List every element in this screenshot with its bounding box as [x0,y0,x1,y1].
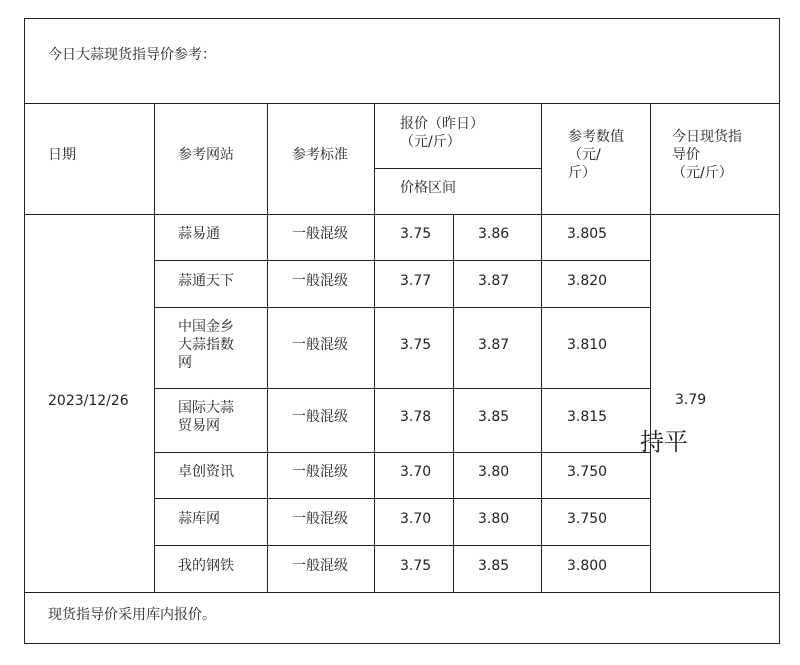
price-high-cell: 3.85 [478,409,510,425]
price-high-cell: 3.87 [478,336,510,353]
price-low-cell: 3.75 [400,226,432,242]
intro-text: 今日大蒜现货指导价参考： [48,47,216,63]
site-cell: 蒜通天下 [178,272,234,289]
ref-value-cell: 3.800 [567,557,608,574]
price-low-cell: 3.70 [400,510,432,527]
ref-value-cell: 3.750 [567,510,608,527]
ref-value-cell: 3.750 [567,464,608,480]
price-low-cell: 3.70 [400,464,432,480]
grid-line [154,498,650,499]
grid-line [24,214,780,215]
header-ref-value: 参考数值 （元/ 斤） [568,129,624,181]
header-today-price: 今日现货指 导价 （元/斤） [672,129,742,181]
price-table-frame [24,18,780,644]
ref-value-cell: 3.805 [567,226,608,242]
site-cell: 卓创资讯 [178,464,234,480]
today-price-value: 3.79 [675,392,707,408]
grid-line [650,103,651,592]
ref-value-cell: 3.820 [567,272,608,289]
grid-line [453,214,454,592]
grid-line [154,260,650,261]
price-high-cell: 3.87 [478,272,510,289]
site-cell: 蒜易通 [178,226,220,242]
date-cell: 2023/12/26 [48,393,129,409]
grid-line [154,103,155,592]
grid-line [24,592,780,593]
price-high-cell: 3.86 [478,226,510,242]
header-price-yesterday: 报价（昨日） （元/斤） [400,116,484,150]
standard-cell: 一般混级 [292,464,348,480]
grid-line [154,545,650,546]
price-high-cell: 3.80 [478,464,510,480]
header-standard: 参考标准 [292,147,348,163]
grid-line [154,307,650,308]
standard-cell: 一般混级 [292,409,348,425]
standard-cell: 一般混级 [292,557,348,574]
standard-cell: 一般混级 [292,510,348,527]
footer-note: 现货指导价采用库内报价。 [48,607,216,623]
price-high-cell: 3.80 [478,510,510,527]
standard-cell: 一般混级 [292,226,348,242]
header-date: 日期 [48,147,76,163]
site-cell: 国际大蒜 贸易网 [178,400,234,434]
standard-cell: 一般混级 [292,336,348,353]
today-trend: 持平 [640,428,688,456]
grid-line [154,388,650,389]
price-high-cell: 3.85 [478,557,510,574]
site-cell: 我的钢铁 [178,557,234,574]
site-cell: 蒜库网 [178,510,220,527]
price-low-cell: 3.77 [400,272,432,289]
header-site: 参考网站 [178,147,234,163]
header-price-range: 价格区间 [400,180,456,196]
site-cell: 中国金乡 大蒜指数 网 [178,318,234,371]
grid-line [374,103,375,592]
price-low-cell: 3.78 [400,409,432,425]
price-low-cell: 3.75 [400,557,432,574]
grid-line [24,103,780,104]
standard-cell: 一般混级 [292,272,348,289]
grid-line [267,103,268,592]
ref-value-cell: 3.815 [567,409,608,425]
grid-line [541,103,542,592]
grid-line [154,452,650,453]
ref-value-cell: 3.810 [567,336,608,353]
grid-line [374,168,541,169]
price-low-cell: 3.75 [400,336,432,353]
